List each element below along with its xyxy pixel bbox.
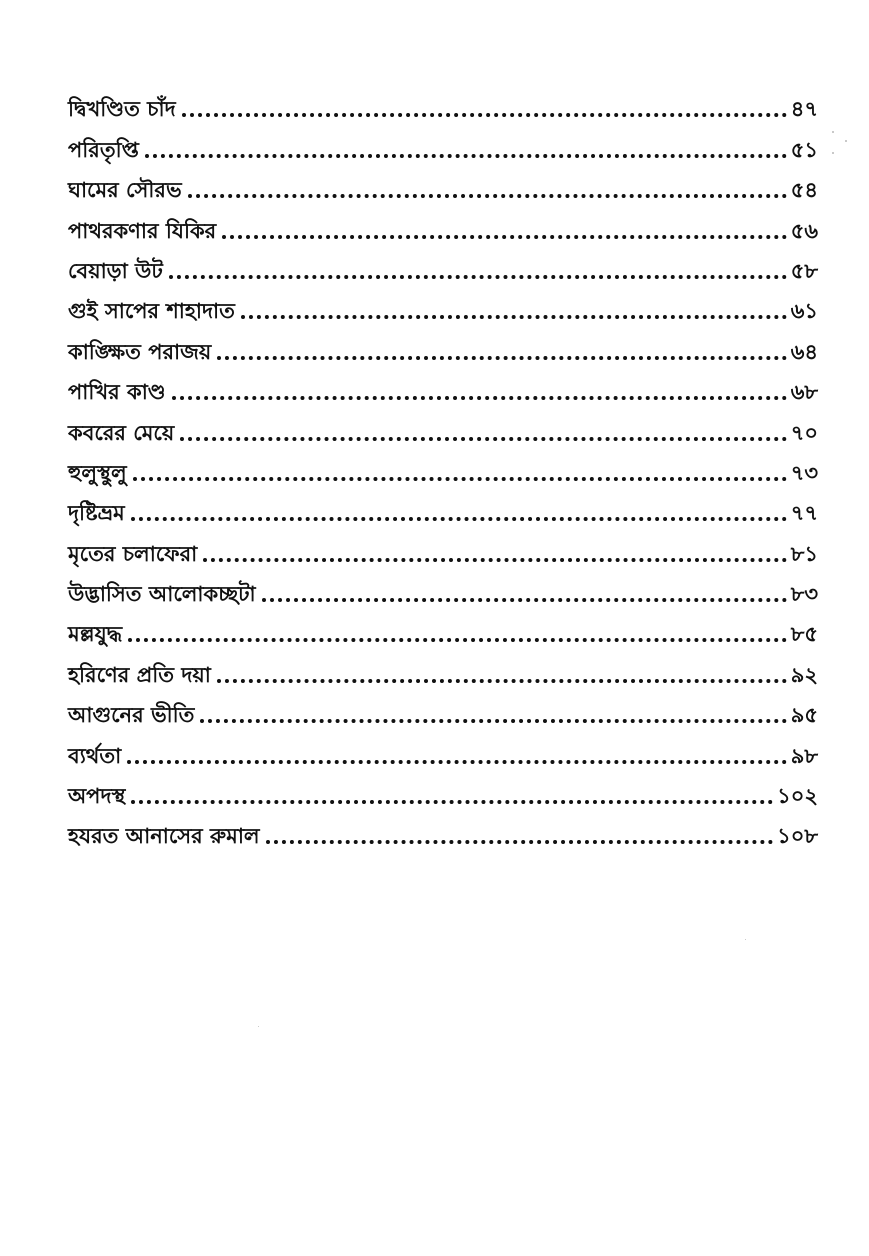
dot-leader	[262, 598, 787, 602]
toc-entry-title: দৃষ্টিভ্রম	[68, 501, 125, 526]
toc-entry-page-number: ৮১	[790, 541, 818, 566]
toc-entry	[68, 813, 818, 853]
dot-leader	[188, 194, 787, 198]
toc-entry-title: ঘামের সৌরভ	[68, 178, 182, 203]
toc-entry-title: অপদস্থ	[68, 784, 126, 809]
dot-leader	[266, 840, 774, 844]
toc-entry-page-number: ৬৪	[790, 339, 818, 364]
toc-entry	[68, 692, 818, 732]
toc-entry-page-number: ৫৮	[790, 258, 818, 283]
toc-entry-page-number: ৫১	[790, 137, 818, 162]
dot-leader	[200, 719, 786, 723]
dot-leader	[131, 800, 773, 804]
toc-entry	[68, 450, 818, 490]
toc-entry	[68, 571, 818, 611]
toc-entry-page-number: ৮৩	[790, 582, 818, 607]
toc-entry-page-number: ৯৮	[790, 743, 818, 768]
toc-entry	[68, 126, 818, 166]
toc-entry-title: গুই সাপের শাহাদাত	[68, 299, 235, 324]
toc-entry	[68, 328, 818, 368]
toc-entry-title: উদ্ভাসিত আলোকচ্ছটা	[68, 582, 256, 607]
toc-entry	[68, 773, 818, 813]
toc-entry	[68, 732, 818, 772]
dot-leader	[217, 356, 786, 360]
dot-leader	[180, 437, 786, 441]
toc-entry-page-number: ৯২	[790, 662, 818, 687]
toc-entry	[68, 248, 818, 288]
toc-entry-page-number: ৮৫	[790, 622, 818, 647]
toc-entry-page-number: ৫৪	[790, 178, 818, 203]
toc-entry-page-number: ৯৫	[790, 703, 818, 728]
toc-entry	[68, 611, 818, 651]
dot-leader	[222, 235, 787, 239]
toc-entry-title: মৃতের চলাফেরা	[68, 541, 198, 566]
toc-entry-title: আগুনের ভীতি	[68, 703, 195, 728]
dot-leader	[127, 760, 787, 764]
dot-leader	[172, 396, 787, 400]
toc-entry-page-number: ৬১	[790, 299, 818, 324]
toc-entry-title: ব্যর্থতা	[68, 743, 122, 768]
toc-entry	[68, 288, 818, 328]
toc-entry-page-number: ৭০	[790, 420, 818, 445]
toc-entry-page-number: ৬৮	[790, 380, 818, 405]
toc-entry-page-number: ৭৩	[790, 460, 818, 485]
dot-leader	[128, 638, 787, 642]
scan-speck	[745, 939, 746, 940]
toc-entry	[68, 369, 818, 409]
toc-entry-title: পাখির কাণ্ড	[68, 380, 166, 405]
toc-entry-page-number: ৭৭	[790, 501, 818, 526]
toc-entry-title: দ্বিখণ্ডিত চাঁদ	[68, 97, 176, 122]
scan-speck	[832, 152, 834, 154]
dot-leader	[217, 679, 787, 683]
dot-leader	[203, 558, 787, 562]
toc-entry	[68, 207, 818, 247]
dot-leader	[241, 315, 787, 319]
toc-entry-title: কবরের মেয়ে	[68, 420, 175, 445]
scan-speck	[832, 131, 834, 133]
dot-leader	[182, 113, 787, 117]
scan-speck	[845, 140, 847, 142]
toc-entry	[68, 490, 818, 530]
dot-leader	[133, 477, 787, 481]
dot-leader	[169, 275, 787, 279]
toc-entry-title: মল্লযুদ্ধ	[68, 622, 123, 647]
toc-entry	[68, 530, 818, 570]
table-of-contents	[68, 86, 818, 853]
scan-speck	[258, 1026, 259, 1027]
toc-entry-title: হযরত আনাসের রুমাল	[68, 824, 260, 849]
toc-entry	[68, 651, 818, 691]
toc-entry-title: কাঙ্ক্ষিত পরাজয়	[68, 339, 212, 364]
toc-entry-page-number: ৪৭	[790, 97, 818, 122]
toc-entry-title: হুলুস্থুলু	[68, 460, 127, 485]
toc-entry-page-number: ৫৬	[790, 218, 818, 243]
dot-leader	[131, 517, 787, 521]
toc-entry-page-number: ১০২	[777, 784, 818, 809]
toc-entry	[68, 167, 818, 207]
toc-entry-title: পাথরকণার যিকির	[68, 218, 217, 243]
toc-entry	[68, 86, 818, 126]
toc-entry-title: হরিণের প্রতি দয়া	[68, 662, 211, 687]
dot-leader	[145, 154, 787, 158]
toc-entry-title: বেয়াড়া উট	[68, 258, 163, 283]
toc-entry	[68, 409, 818, 449]
toc-entry-page-number: ১০৮	[777, 824, 818, 849]
toc-entry-title: পরিতৃপ্তি	[68, 137, 139, 162]
